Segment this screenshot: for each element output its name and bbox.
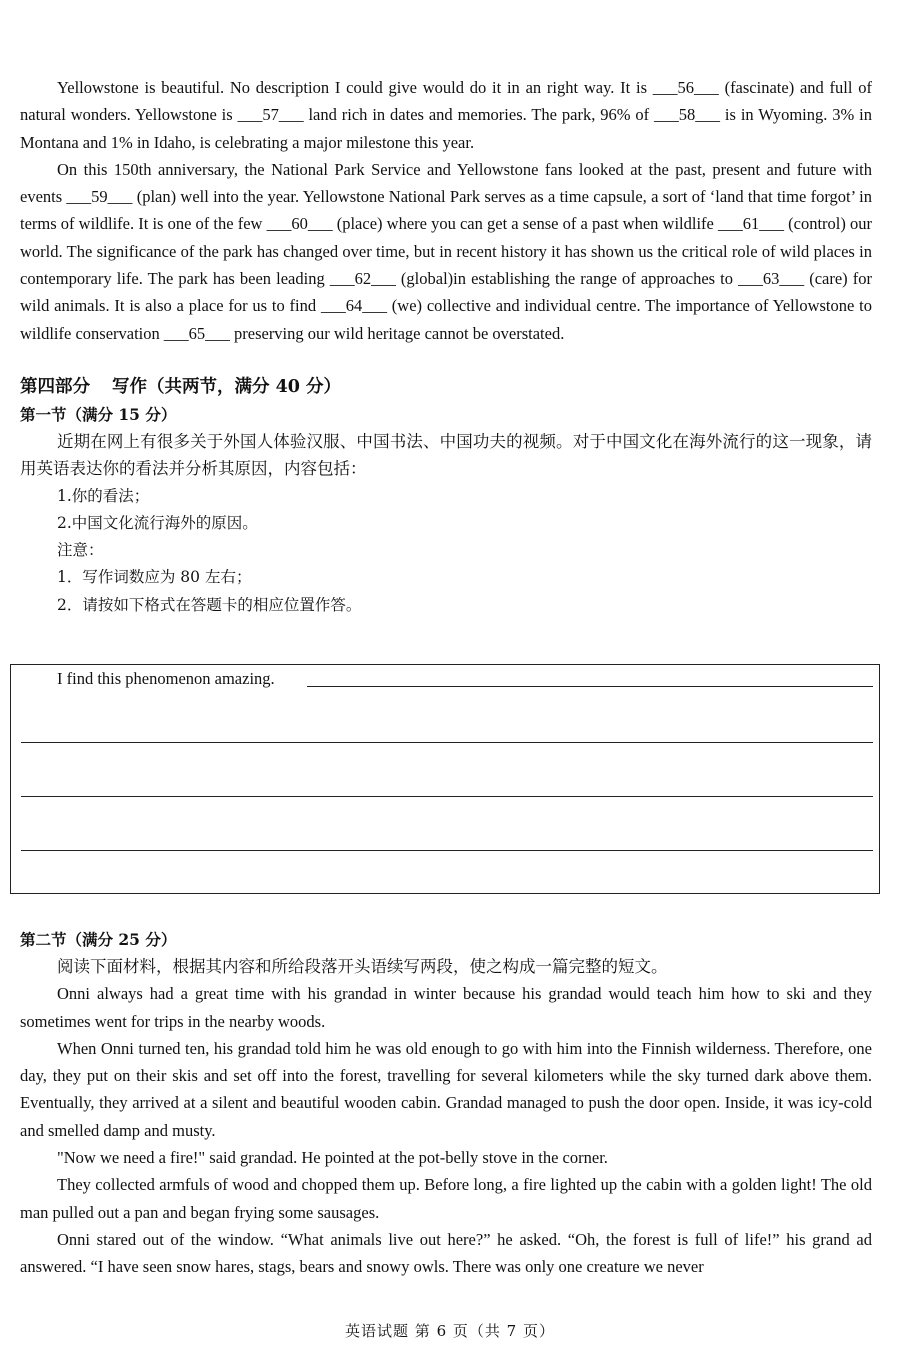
- story-paragraph-5: Onni stared out of the window. “What animals live out here?” he asked. “Oh, the forest is full of life!” his grand ad answered. “I have seen snow hares, stags, bears and snowy owls. There was only one creature we never: [20, 1229, 872, 1277]
- answer-first-line: I find this phenomenon amazing.: [57, 669, 275, 688]
- answer-line-1: [307, 686, 873, 687]
- part4-title: 写作（共两节，满分 40 分）: [112, 376, 342, 397]
- section1-heading: 第一节（满分 15 分）: [20, 404, 177, 424]
- page-footer: 英语试题 第 6 页（共 7 页）: [345, 1322, 555, 1340]
- note-label: 注意：: [57, 541, 104, 560]
- answer-box: [10, 664, 880, 894]
- passage: [20, 74, 872, 619]
- story-paragraph-3: "Now we need a fire!" said grandad. He pointed at the pot-belly stove in the corner.: [57, 1148, 608, 1168]
- part4-heading: [20, 373, 872, 401]
- section1-item-2: 2.中国文化流行海外的原因。: [57, 513, 258, 532]
- section2-heading: 第二节（满分 25 分）: [20, 930, 177, 949]
- story-paragraph-2: When Onni turned ten, his grandad told him he was old enough to go with him into the Finnish wilderness. Therefore, one day, they put on their skis and set off into the forest, travelling for several kilometers while the sky turned dark above them. Eventually, they arrived at a silent and beautiful wooden cabin. Grandad managed to push the door open. Inside, it was icy-cold and smelled damp and musty.: [20, 1038, 872, 1140]
- answer-line-4: [21, 850, 873, 851]
- answer-line-3: [21, 796, 873, 797]
- section2-instruction: 阅读下面材料，根据其内容和所给段落开头语续写两段，使之构成一篇完整的短文。: [57, 957, 668, 976]
- part4-label: 第四部分: [20, 376, 90, 397]
- story-paragraph-4: They collected armfuls of wood and chopped them up. Before long, a fire lighted up the cabin with a golden light! The old man pulled out a pan and began frying some sausages.: [20, 1175, 872, 1222]
- passage-paragraph-2: On this 150th anniversary, the National Park Service and Yellowstone fans looked at the past, present and future with events ___59___ (plan) well into the year. Yellowstone National Park serves as a time capsule, a sort of ‘land that time forgot’ in terms of wildlife. It is one of the few ___60___ (place) where you can get a sense of a past when wildlife ___61___ (control) our world. The significance of the park has changed over time, but in recent history it has shown us the critical role of wild places in contemporary life. The park has been leading ___62___ (global)in establishing the range of approaches to ___63___ (care) for wild animals. It is also a place for us to find ___64___ (we) collective and individual centre. The importance of Yellowstone to wildlife conservation ___65___ preserving our wild heritage cannot be overstated.: [20, 159, 872, 343]
- story-paragraph-1: Onni always had a great time with his grandad in winter because his grandad would teach him how to ski and they sometimes went for trips in the nearby woods.: [20, 984, 872, 1031]
- section1-item-1: 1.你的看法；: [57, 486, 150, 505]
- section2: [20, 926, 872, 1281]
- answer-line-2: [21, 742, 873, 743]
- note-1: 1．写作词数应为 80 左右；: [57, 568, 252, 587]
- passage-paragraph-1: Yellowstone is beautiful. No description I could give would do it in an right way. It is ___56___ (fascinate) and full of natural wonders. Yellowstone is ___57___ land rich in dates and memories. The park, 96% of ___58___ is in Wyoming. 3% in Montana and 1% in Idaho, is celebrating a major milestone this year.: [20, 78, 872, 152]
- note-2: 2．请按如下格式在答题卡的相应位置作答。: [57, 595, 362, 614]
- section1-prompt: 近期在网上有很多关于外国人体验汉服、中国书法、中国功夫的视频。对于中国文化在海外流行的这一现象，请用英语表达你的看法并分析其原因，内容包括：: [20, 431, 872, 479]
